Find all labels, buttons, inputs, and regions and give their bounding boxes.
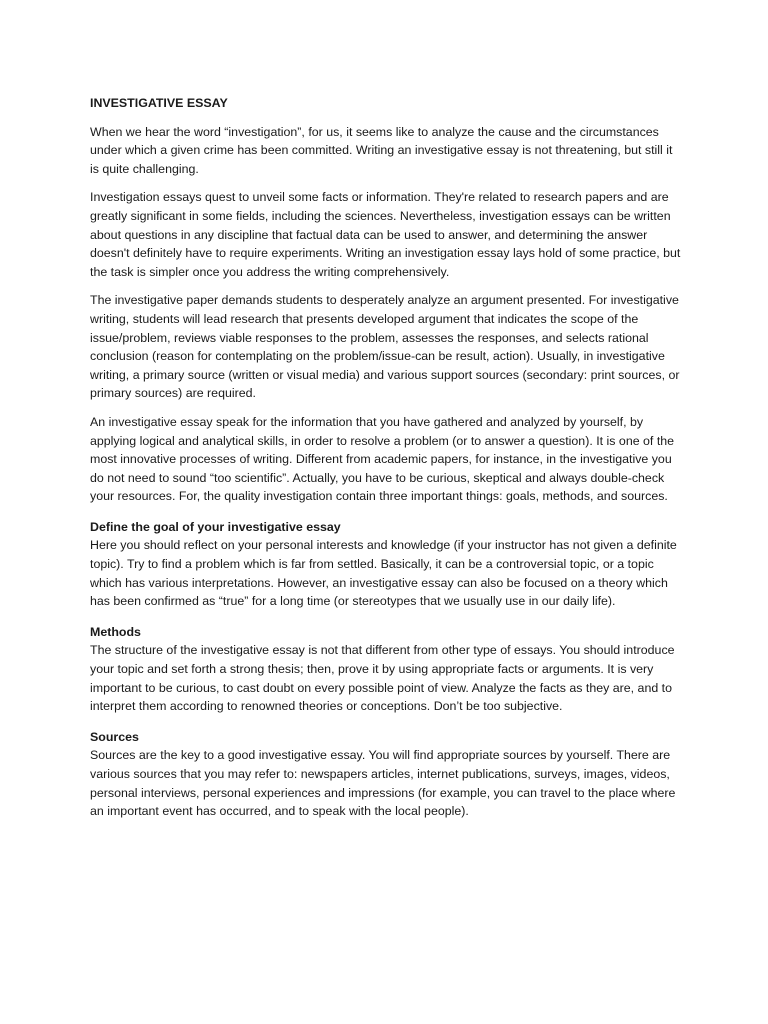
section-body-define-goal: Here you should reflect on your personal interests and knowledge (if your instructor has not given a definite topic). Try to find a problem which is far from settled. Basically, it can be a controversial topic, or a topic which has various interpretations. However, an investigative essay can also be focused on a theory which has been confirmed as “true” for a long time (or stereotypes that we usually use in our daily life). — [90, 538, 677, 609]
paragraph-investigative-essay-definition: An investigative essay speak for the information that you have gathered and analyzed by yourself, by applying logical and analytical skills, in order to resolve a problem (or to answer a question). It is one of the most innovative processes of writing. Different from academic papers, for instance, in the investigative you do not need to sound “too scientific”. Actually, you have to be curious, skeptical and always double-check your resources. For, the quality investigation contain three important things: goals, methods, and sources. — [90, 414, 675, 504]
section-define-goal — [90, 518, 682, 611]
section-body-methods: The structure of the investigative essay is not that different from other type of essays. You should introduce your topic and set forth a strong thesis; then, prove it by using appropriate facts or arguments. It is very important to be curious, to cast doubt on every possible point of view. Analyze the facts as they are, and to interpret them according to renowned theories or conceptions. Don’t be too subjective. — [90, 643, 675, 714]
document-content — [90, 94, 682, 821]
section-heading-sources: Sources — [90, 729, 139, 744]
section-heading-define-goal: Define the goal of your investigative essay — [90, 519, 341, 534]
section-heading-methods: Methods — [90, 624, 141, 639]
document-title: INVESTIGATIVE ESSAY — [90, 96, 228, 110]
paragraph-investigation-essays: Investigation essays quest to unveil some facts or information. They're related to research papers and are greatly significant in some fields, including the sciences. Nevertheless, investigation essays can be written about questions in any discipline that factual data can be used to answer, and determining the answer doesn't definitely have to require experiments. Writing an investigation essay lays hold of some practice, but the task is simpler once you address the writing comprehensively. — [90, 190, 681, 279]
paragraph-intro: When we hear the word “investigation”, for us, it seems like to analyze the cause and the circumstances under which a given crime has been committed. Writing an investigative essay is not threatening, but still it is quite challenging. — [90, 124, 673, 176]
paragraph-investigative-paper: The investigative paper demands students to desperately analyze an argument presented. For investigative writing, students will lead research that presents developed argument that indicates the scope of the issue/problem, reviews viable responses to the problem, assesses the responses, and selects rational conclusion (reason for contemplating on the problem/issue-can be result, action). Usually, in investigative writing, a primary source (written or visual media) and various support sources (secondary: print sources, or primary sources) are required. — [90, 293, 680, 401]
section-methods — [90, 623, 682, 716]
section-sources — [90, 728, 682, 821]
section-body-sources: Sources are the key to a good investigative essay. You will find appropriate sources by yourself. There are various sources that you may refer to: newspapers articles, internet publications, surveys, images, videos, personal interviews, personal experiences and impressions (for example, you can travel to the place where an important event has occurred, and to speak with the local people). — [90, 748, 676, 819]
